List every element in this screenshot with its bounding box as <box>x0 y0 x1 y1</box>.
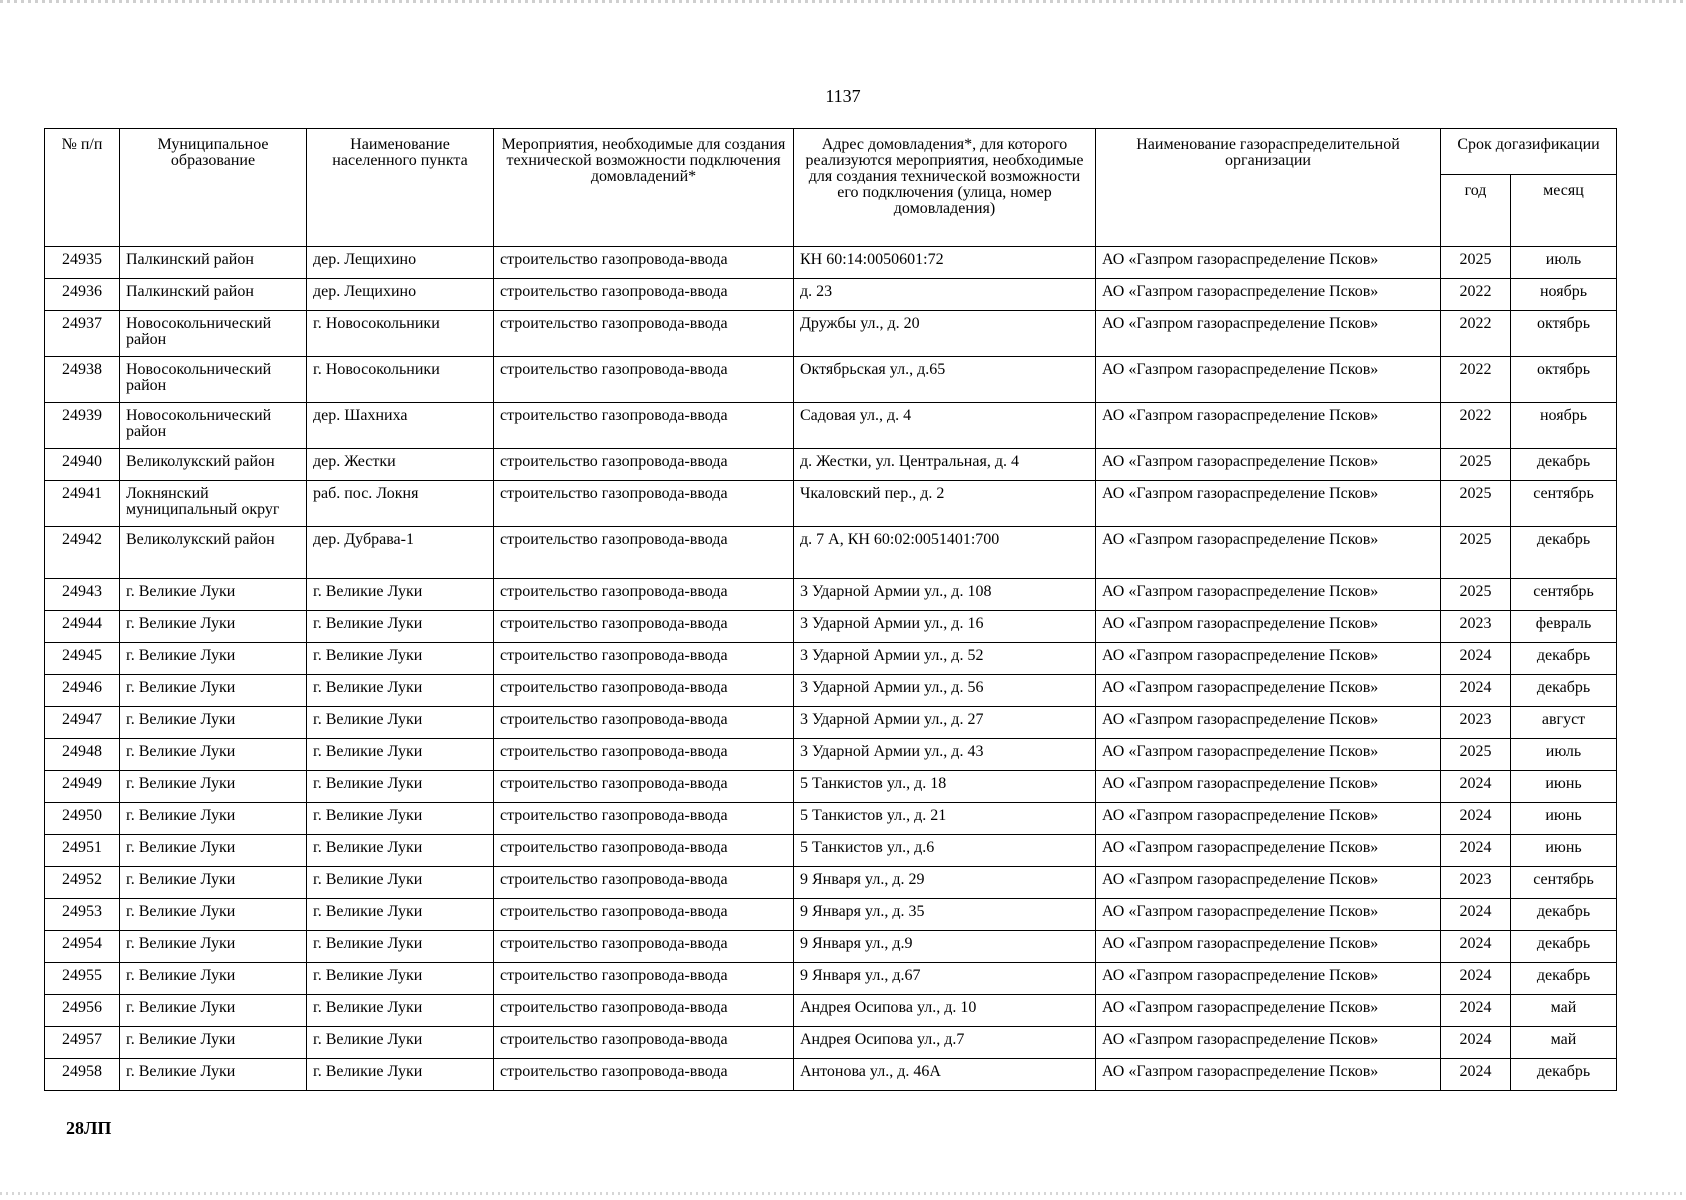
row-address: д. Жестки, ул. Центральная, д. 4 <box>794 449 1096 481</box>
table-row <box>45 1027 1617 1059</box>
row-measure: строительство газопровода-ввода <box>494 449 794 481</box>
row-organization: АО «Газпром газораспределение Псков» <box>1096 611 1441 643</box>
row-number: 24954 <box>45 931 120 963</box>
gasification-table <box>44 128 1617 1091</box>
row-address: 9 Января ул., д.9 <box>794 931 1096 963</box>
row-month: июль <box>1511 247 1617 279</box>
row-settlement: дер. Жестки <box>307 449 494 481</box>
row-number: 24939 <box>45 403 120 449</box>
row-address: 9 Января ул., д. 29 <box>794 867 1096 899</box>
table-row <box>45 963 1617 995</box>
row-year: 2025 <box>1441 739 1511 771</box>
table-body <box>45 247 1617 1091</box>
row-month: декабрь <box>1511 963 1617 995</box>
row-measure: строительство газопровода-ввода <box>494 995 794 1027</box>
row-measure: строительство газопровода-ввода <box>494 311 794 357</box>
row-measure: строительство газопровода-ввода <box>494 675 794 707</box>
row-settlement: дер. Лещихино <box>307 247 494 279</box>
row-organization: АО «Газпром газораспределение Псков» <box>1096 931 1441 963</box>
row-year: 2025 <box>1441 247 1511 279</box>
row-measure: строительство газопровода-ввода <box>494 247 794 279</box>
row-month: декабрь <box>1511 675 1617 707</box>
row-organization: АО «Газпром газораспределение Псков» <box>1096 867 1441 899</box>
row-measure: строительство газопровода-ввода <box>494 963 794 995</box>
row-address: 3 Ударной Армии ул., д. 43 <box>794 739 1096 771</box>
row-measure: строительство газопровода-ввода <box>494 579 794 611</box>
row-measure: строительство газопровода-ввода <box>494 739 794 771</box>
row-organization: АО «Газпром газораспределение Псков» <box>1096 1027 1441 1059</box>
row-address: 9 Января ул., д. 35 <box>794 899 1096 931</box>
row-municipality: Великолукский район <box>120 527 307 579</box>
row-year: 2024 <box>1441 931 1511 963</box>
row-measure: строительство газопровода-ввода <box>494 611 794 643</box>
row-settlement: раб. пос. Локня <box>307 481 494 527</box>
row-year: 2024 <box>1441 963 1511 995</box>
row-measure: строительство газопровода-ввода <box>494 643 794 675</box>
row-settlement: дер. Шахниха <box>307 403 494 449</box>
row-month: сентябрь <box>1511 579 1617 611</box>
row-number: 24936 <box>45 279 120 311</box>
table-row <box>45 579 1617 611</box>
row-number: 24943 <box>45 579 120 611</box>
row-number: 24947 <box>45 707 120 739</box>
row-municipality: Палкинский район <box>120 279 307 311</box>
header-month: месяц <box>1511 175 1617 247</box>
row-year: 2024 <box>1441 995 1511 1027</box>
row-month: сентябрь <box>1511 867 1617 899</box>
table-row <box>45 643 1617 675</box>
table-row <box>45 675 1617 707</box>
row-settlement: г. Великие Луки <box>307 643 494 675</box>
table-row <box>45 867 1617 899</box>
row-settlement: г. Великие Луки <box>307 675 494 707</box>
row-address: д. 7 А, КН 60:02:0051401:700 <box>794 527 1096 579</box>
row-number: 24942 <box>45 527 120 579</box>
row-settlement: г. Великие Луки <box>307 1027 494 1059</box>
table-row <box>45 311 1617 357</box>
row-month: май <box>1511 995 1617 1027</box>
row-organization: АО «Газпром газораспределение Псков» <box>1096 643 1441 675</box>
row-settlement: г. Великие Луки <box>307 579 494 611</box>
row-organization: АО «Газпром газораспределение Псков» <box>1096 449 1441 481</box>
row-measure: строительство газопровода-ввода <box>494 1059 794 1091</box>
table-row <box>45 247 1617 279</box>
row-measure: строительство газопровода-ввода <box>494 835 794 867</box>
row-organization: АО «Газпром газораспределение Псков» <box>1096 899 1441 931</box>
row-settlement: г. Великие Луки <box>307 867 494 899</box>
row-number: 24946 <box>45 675 120 707</box>
row-organization: АО «Газпром газораспределение Псков» <box>1096 995 1441 1027</box>
row-year: 2022 <box>1441 311 1511 357</box>
row-number: 24950 <box>45 803 120 835</box>
row-number: 24956 <box>45 995 120 1027</box>
row-month: май <box>1511 1027 1617 1059</box>
row-address: 9 Января ул., д.67 <box>794 963 1096 995</box>
table-row <box>45 279 1617 311</box>
row-measure: строительство газопровода-ввода <box>494 899 794 931</box>
row-number: 24958 <box>45 1059 120 1091</box>
row-address: 3 Ударной Армии ул., д. 27 <box>794 707 1096 739</box>
row-organization: АО «Газпром газораспределение Псков» <box>1096 279 1441 311</box>
row-year: 2024 <box>1441 1059 1511 1091</box>
row-month: июнь <box>1511 771 1617 803</box>
row-address: 5 Танкистов ул., д. 18 <box>794 771 1096 803</box>
row-municipality: г. Великие Луки <box>120 707 307 739</box>
row-year: 2024 <box>1441 835 1511 867</box>
row-settlement: г. Великие Луки <box>307 803 494 835</box>
row-number: 24941 <box>45 481 120 527</box>
row-settlement: г. Великие Луки <box>307 899 494 931</box>
row-measure: строительство газопровода-ввода <box>494 481 794 527</box>
header-deadline: Срок догазификации <box>1441 129 1617 175</box>
row-address: 5 Танкистов ул., д. 21 <box>794 803 1096 835</box>
row-municipality: г. Великие Луки <box>120 771 307 803</box>
header-year: год <box>1441 175 1511 247</box>
row-year: 2023 <box>1441 611 1511 643</box>
row-month: июль <box>1511 739 1617 771</box>
row-year: 2023 <box>1441 867 1511 899</box>
row-year: 2022 <box>1441 357 1511 403</box>
table-row <box>45 835 1617 867</box>
table-header <box>45 129 1617 247</box>
row-month: ноябрь <box>1511 403 1617 449</box>
row-measure: строительство газопровода-ввода <box>494 357 794 403</box>
row-number: 24957 <box>45 1027 120 1059</box>
row-settlement: г. Великие Луки <box>307 611 494 643</box>
row-organization: АО «Газпром газораспределение Псков» <box>1096 247 1441 279</box>
row-municipality: г. Великие Луки <box>120 931 307 963</box>
row-settlement: г. Великие Луки <box>307 995 494 1027</box>
row-measure: строительство газопровода-ввода <box>494 771 794 803</box>
row-organization: АО «Газпром газораспределение Псков» <box>1096 803 1441 835</box>
row-organization: АО «Газпром газораспределение Псков» <box>1096 835 1441 867</box>
scan-edge-top <box>0 0 1686 3</box>
row-month: октябрь <box>1511 357 1617 403</box>
table-row <box>45 611 1617 643</box>
row-year: 2025 <box>1441 579 1511 611</box>
row-number: 24951 <box>45 835 120 867</box>
row-address: 5 Танкистов ул., д.6 <box>794 835 1096 867</box>
row-year: 2023 <box>1441 707 1511 739</box>
row-month: август <box>1511 707 1617 739</box>
header-num: № п/п <box>45 129 120 247</box>
header-settlement: Наименование населенного пункта <box>307 129 494 247</box>
row-number: 24955 <box>45 963 120 995</box>
table-row <box>45 707 1617 739</box>
table-row <box>45 527 1617 579</box>
row-month: сентябрь <box>1511 481 1617 527</box>
page-number: 1137 <box>825 86 861 106</box>
row-municipality: г. Великие Луки <box>120 1027 307 1059</box>
table-row <box>45 403 1617 449</box>
row-measure: строительство газопровода-ввода <box>494 279 794 311</box>
row-municipality: г. Великие Луки <box>120 579 307 611</box>
row-organization: АО «Газпром газораспределение Псков» <box>1096 579 1441 611</box>
table-row <box>45 931 1617 963</box>
row-settlement: дер. Лещихино <box>307 279 494 311</box>
row-organization: АО «Газпром газораспределение Псков» <box>1096 357 1441 403</box>
row-number: 24949 <box>45 771 120 803</box>
row-number: 24944 <box>45 611 120 643</box>
scan-edge-bottom <box>0 1192 1686 1195</box>
row-settlement: г. Великие Луки <box>307 771 494 803</box>
table-row <box>45 995 1617 1027</box>
row-address: КН 60:14:0050601:72 <box>794 247 1096 279</box>
row-municipality: Новосокольнический район <box>120 357 307 403</box>
row-year: 2025 <box>1441 449 1511 481</box>
row-organization: АО «Газпром газораспределение Псков» <box>1096 527 1441 579</box>
row-settlement: г. Великие Луки <box>307 1059 494 1091</box>
table-row <box>45 449 1617 481</box>
row-address: Садовая ул., д. 4 <box>794 403 1096 449</box>
table-row <box>45 803 1617 835</box>
row-municipality: Великолукский район <box>120 449 307 481</box>
header-measures: Мероприятия, необходимые для создания технической возможности подключения домовладений* <box>494 129 794 247</box>
row-month: декабрь <box>1511 1059 1617 1091</box>
row-month: декабрь <box>1511 931 1617 963</box>
row-settlement: г. Новосокольники <box>307 311 494 357</box>
row-address: 3 Ударной Армии ул., д. 16 <box>794 611 1096 643</box>
row-measure: строительство газопровода-ввода <box>494 931 794 963</box>
row-year: 2025 <box>1441 527 1511 579</box>
row-address: 3 Ударной Армии ул., д. 52 <box>794 643 1096 675</box>
row-number: 24948 <box>45 739 120 771</box>
row-municipality: Новосокольнический район <box>120 311 307 357</box>
table-row <box>45 771 1617 803</box>
row-month: декабрь <box>1511 643 1617 675</box>
row-municipality: г. Великие Луки <box>120 835 307 867</box>
row-address: д. 23 <box>794 279 1096 311</box>
row-municipality: г. Великие Луки <box>120 803 307 835</box>
row-month: июнь <box>1511 835 1617 867</box>
row-municipality: г. Великие Луки <box>120 899 307 931</box>
row-measure: строительство газопровода-ввода <box>494 403 794 449</box>
row-number: 24937 <box>45 311 120 357</box>
row-organization: АО «Газпром газораспределение Псков» <box>1096 963 1441 995</box>
row-year: 2022 <box>1441 403 1511 449</box>
row-organization: АО «Газпром газораспределение Псков» <box>1096 771 1441 803</box>
row-month: декабрь <box>1511 449 1617 481</box>
row-address: 3 Ударной Армии ул., д. 56 <box>794 675 1096 707</box>
header-organization: Наименование газораспределительной организации <box>1096 129 1441 247</box>
row-year: 2024 <box>1441 643 1511 675</box>
row-month: декабрь <box>1511 527 1617 579</box>
table-row <box>45 899 1617 931</box>
row-municipality: г. Великие Луки <box>120 963 307 995</box>
row-organization: АО «Газпром газораспределение Псков» <box>1096 1059 1441 1091</box>
table-row <box>45 1059 1617 1091</box>
header-municipality: Муниципальное образование <box>120 129 307 247</box>
row-municipality: Палкинский район <box>120 247 307 279</box>
row-number: 24952 <box>45 867 120 899</box>
row-number: 24935 <box>45 247 120 279</box>
row-organization: АО «Газпром газораспределение Псков» <box>1096 403 1441 449</box>
row-address: Антонова ул., д. 46А <box>794 1059 1096 1091</box>
row-number: 24938 <box>45 357 120 403</box>
row-municipality: г. Великие Луки <box>120 1059 307 1091</box>
row-organization: АО «Газпром газораспределение Псков» <box>1096 739 1441 771</box>
row-address: Чкаловский пер., д. 2 <box>794 481 1096 527</box>
row-year: 2024 <box>1441 803 1511 835</box>
row-number: 24953 <box>45 899 120 931</box>
row-settlement: г. Великие Луки <box>307 739 494 771</box>
table-row <box>45 481 1617 527</box>
row-address: Андрея Осипова ул., д. 10 <box>794 995 1096 1027</box>
row-measure: строительство газопровода-ввода <box>494 803 794 835</box>
row-number: 24940 <box>45 449 120 481</box>
row-settlement: г. Новосокольники <box>307 357 494 403</box>
row-measure: строительство газопровода-ввода <box>494 527 794 579</box>
row-month: октябрь <box>1511 311 1617 357</box>
row-measure: строительство газопровода-ввода <box>494 707 794 739</box>
row-organization: АО «Газпром газораспределение Псков» <box>1096 707 1441 739</box>
row-municipality: Новосокольнический район <box>120 403 307 449</box>
row-municipality: г. Великие Луки <box>120 643 307 675</box>
row-month: ноябрь <box>1511 279 1617 311</box>
row-address: Андрея Осипова ул., д.7 <box>794 1027 1096 1059</box>
row-settlement: г. Великие Луки <box>307 963 494 995</box>
row-municipality: г. Великие Луки <box>120 611 307 643</box>
row-month: февраль <box>1511 611 1617 643</box>
row-municipality: г. Великие Луки <box>120 739 307 771</box>
row-month: декабрь <box>1511 899 1617 931</box>
row-month: июнь <box>1511 803 1617 835</box>
row-organization: АО «Газпром газораспределение Псков» <box>1096 311 1441 357</box>
row-address: Дружбы ул., д. 20 <box>794 311 1096 357</box>
row-organization: АО «Газпром газораспределение Псков» <box>1096 675 1441 707</box>
row-settlement: г. Великие Луки <box>307 835 494 867</box>
header-address: Адрес домовладения*, для которого реализуются мероприятия, необходимые для создания технической возможности его подключения (улица, номер домовладения) <box>794 129 1096 247</box>
row-municipality: Локнянский муниципальный округ <box>120 481 307 527</box>
table-row <box>45 357 1617 403</box>
table-row <box>45 739 1617 771</box>
row-address: Октябрьская ул., д.65 <box>794 357 1096 403</box>
row-address: 3 Ударной Армии ул., д. 108 <box>794 579 1096 611</box>
row-number: 24945 <box>45 643 120 675</box>
row-municipality: г. Великие Луки <box>120 675 307 707</box>
footer-code: 28ЛП <box>66 1118 112 1138</box>
row-settlement: г. Великие Луки <box>307 707 494 739</box>
row-measure: строительство газопровода-ввода <box>494 1027 794 1059</box>
row-year: 2022 <box>1441 279 1511 311</box>
row-municipality: г. Великие Луки <box>120 995 307 1027</box>
row-settlement: дер. Дубрава-1 <box>307 527 494 579</box>
row-settlement: г. Великие Луки <box>307 931 494 963</box>
row-municipality: г. Великие Луки <box>120 867 307 899</box>
row-year: 2024 <box>1441 771 1511 803</box>
row-organization: АО «Газпром газораспределение Псков» <box>1096 481 1441 527</box>
row-measure: строительство газопровода-ввода <box>494 867 794 899</box>
row-year: 2024 <box>1441 1027 1511 1059</box>
row-year: 2024 <box>1441 899 1511 931</box>
row-year: 2025 <box>1441 481 1511 527</box>
row-year: 2024 <box>1441 675 1511 707</box>
